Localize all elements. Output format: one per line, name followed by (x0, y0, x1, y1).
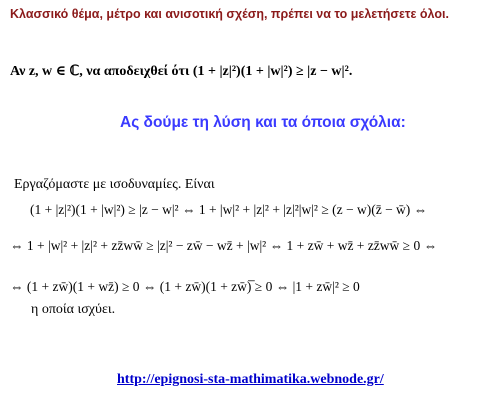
equation-line-2: ⇔ 1 + |w|² + |z|² + zz̄ww̄ ≥ |z|² − zw̄ − wz̄ + |w|² ⇔ 1 + zw̄ + wz̄ + zz̄ww̄ ≥ 0 ⇔ (10, 238, 438, 253)
solution-heading: Ας δούμε τη λύση και τα όποια σχόλια: (120, 114, 406, 131)
equation-line-3: ⇔ (1 + zw̄)(1 + wz̄) ≥ 0 ⇔ (1 + zw̄)(1 + zw̄)̅ ≥ 0 ⇔ |1 + zw̄|² ≥ 0 (10, 279, 360, 294)
intro-text: Κλασσικό θέμα, μέτρο και ανισοτική σχέση, πρέπει να το μελετήσετε όλοι. (10, 7, 449, 21)
solution-intro: Εργαζόμαστε με ισοδυναμίες. Είναι (14, 177, 215, 192)
website-link[interactable]: http://epignosi-sta-mathimatika.webnode.gr/ (117, 372, 384, 387)
problem-statement: Αν z, w ∈ ℂ, να αποδειχθεί ότι (1 + |z|²)(1 + |w|²) ≥ |z − w|². (10, 64, 353, 79)
equation-line-1: (1 + |z|²)(1 + |w|²) ≥ |z − w|² ⇔ 1 + |w|² + |z|² + |z|²|w|² ≥ (z − w)(z̄ − w̄) ⇔ (30, 202, 428, 217)
solution-conclusion: η οποία ισχύει. (31, 302, 116, 317)
